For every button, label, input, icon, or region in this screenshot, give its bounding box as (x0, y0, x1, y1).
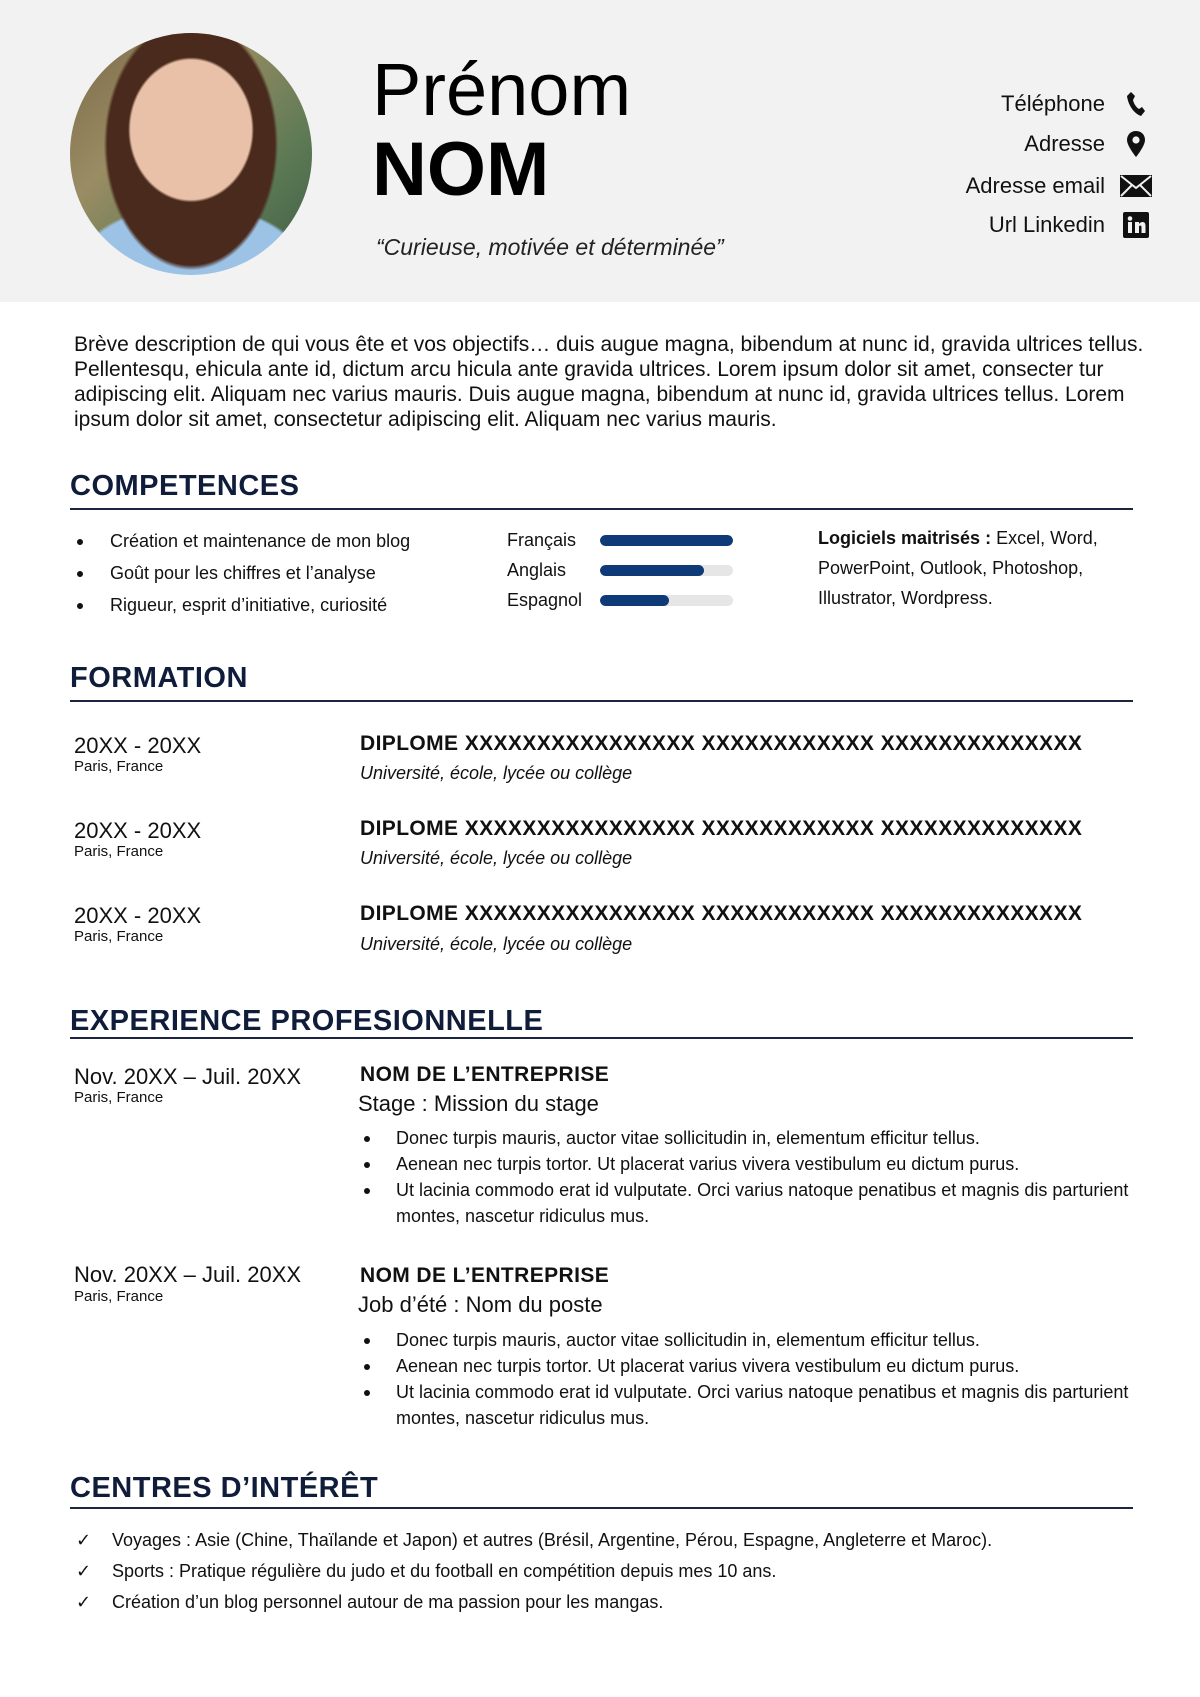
job-tasks (360, 1125, 1140, 1229)
section-title-formation: FORMATION (70, 662, 248, 694)
software-list: Excel, Word, PowerPoint, Outlook, Photoshop, Illustrator, Wordpress. (818, 528, 1098, 608)
software-skills (818, 523, 1148, 613)
section-divider (70, 700, 1133, 702)
skills-list (74, 525, 454, 621)
skill-item: Goût pour les chiffres et l’analyse (74, 557, 454, 589)
language-level-bar (600, 535, 733, 546)
language-level-track (600, 595, 733, 606)
language-row (507, 555, 747, 585)
company-name: NOM DE L’ENTREPRISE (360, 1264, 610, 1287)
checkmark-icon: ✓ (76, 1530, 92, 1550)
language-level-track (600, 565, 733, 576)
diploma-title: DIPLOME XXXXXXXXXXXXXXXX XXXXXXXXXXXX XXXXXXXXXXXXXX (360, 902, 1083, 925)
language-level-bar (600, 595, 669, 606)
section-title-experience: EXPERIENCE PROFESIONNELLE (70, 1005, 544, 1037)
checkmark-icon: ✓ (76, 1592, 92, 1612)
job-place: Paris, France (74, 1288, 164, 1305)
language-level-bar (600, 565, 704, 576)
checkmark-icon: ✓ (76, 1561, 92, 1581)
map-pin-icon (1119, 129, 1153, 159)
job-tasks (360, 1327, 1140, 1431)
section-title-competences: COMPETENCES (70, 470, 300, 502)
interest-item (76, 1556, 1156, 1587)
interest-text: Sports : Pratique régulière du judo et du football en compétition depuis mes 10 ans. (112, 1561, 777, 1581)
section-divider (70, 1037, 1133, 1039)
section-divider (70, 508, 1133, 510)
education-place: Paris, France (74, 843, 164, 860)
skill-item: Création et maintenance de mon blog (74, 525, 454, 557)
diploma-title: DIPLOME XXXXXXXXXXXXXXXX XXXXXXXXXXXX XXXXXXXXXXXXXX (360, 817, 1083, 840)
interest-item (76, 1587, 1156, 1618)
school-name: Université, école, lycée ou collège (360, 848, 633, 868)
language-name: Espagnol (507, 589, 583, 610)
profile-summary: Brève description de qui vous ête et vos objectifs… duis augue magna, bibendum at nunc id, gravida ultrices tellus. Pellentesqu, ehicula ante id, dictum arcu hicula ante gravida ultrices. Lorem ipsum dolor sit amet, consecter tur adipiscing elit. Aliquam nec varius mauris. Duis augue magna, bibendum at nunc id, gravida ultrices tellus. Lorem ipsum dolor sit amet, consectetur adipiscing elit. Aliquam nec varius mauris. (74, 333, 1144, 431)
language-row (507, 585, 747, 615)
contact-email (773, 170, 1153, 202)
contact-linkedin (773, 209, 1153, 241)
job-dates: Nov. 20XX – Juil. 20XX (74, 1262, 302, 1287)
language-name: Anglais (507, 559, 567, 580)
education-dates: 20XX - 20XX (74, 903, 202, 928)
section-title-interests: CENTRES D’INTÉRÊT (70, 1472, 379, 1504)
language-row (507, 525, 747, 555)
job-place: Paris, France (74, 1089, 164, 1106)
interest-text: Création d’un blog personnel autour de ma passion pour les mangas. (112, 1592, 664, 1612)
diploma-title: DIPLOME XXXXXXXXXXXXXXXX XXXXXXXXXXXX XXXXXXXXXXXXXX (360, 732, 1083, 755)
envelope-icon (1119, 171, 1153, 201)
education-dates: 20XX - 20XX (74, 818, 202, 843)
interest-text: Voyages : Asie (Chine, Thaïlande et Japon) et autres (Brésil, Argentine, Pérou, Espagne, Angleterre et Maroc). (112, 1530, 993, 1550)
task-item: Ut lacinia commodo erat id vulputate. Orci varius natoque penatibus et magnis dis parturient montes, nascetur ridiculus mus. (360, 1379, 1140, 1431)
section-divider (70, 1507, 1133, 1509)
last-name: NOM (372, 127, 550, 212)
language-level-track (600, 535, 733, 546)
job-role: Stage : Mission du stage (358, 1091, 599, 1116)
task-item: Donec turpis mauris, auctor vitae sollicitudin in, elementum efficitur tellus. (360, 1125, 1140, 1151)
software-label: Logiciels maitrisés : (818, 528, 992, 548)
education-place: Paris, France (74, 758, 164, 775)
education-dates: 20XX - 20XX (74, 733, 202, 758)
interest-item (76, 1525, 1156, 1556)
contact-label: Adresse email (965, 173, 1105, 198)
contact-label: Url Linkedin (988, 212, 1105, 237)
contact-label: Téléphone (1001, 91, 1105, 116)
contact-label: Adresse (1024, 131, 1105, 156)
skill-item: Rigueur, esprit d’initiative, curiosité (74, 589, 454, 621)
company-name: NOM DE L’ENTREPRISE (360, 1063, 610, 1086)
task-item: Ut lacinia commodo erat id vulputate. Orci varius natoque penatibus et magnis dis parturient montes, nascetur ridiculus mus. (360, 1177, 1140, 1229)
task-item: Donec turpis mauris, auctor vitae sollicitudin in, elementum efficitur tellus. (360, 1327, 1140, 1353)
language-name: Français (507, 529, 577, 550)
job-dates: Nov. 20XX – Juil. 20XX (74, 1064, 302, 1089)
school-name: Université, école, lycée ou collège (360, 934, 633, 954)
linkedin-icon (1119, 210, 1153, 240)
school-name: Université, école, lycée ou collège (360, 763, 633, 783)
contact-address (773, 128, 1153, 160)
job-role: Job d’été : Nom du poste (358, 1292, 603, 1317)
contact-phone (773, 88, 1153, 120)
tagline: “Curieuse, motivée et déterminée” (376, 234, 724, 260)
interests-list (76, 1525, 1156, 1618)
profile-photo (70, 33, 312, 275)
education-place: Paris, France (74, 928, 164, 945)
phone-icon (1119, 89, 1153, 119)
task-item: Aenean nec turpis tortor. Ut placerat varius vivera vestibulum eu dictum purus. (360, 1353, 1140, 1379)
language-levels (507, 525, 747, 615)
first-name: Prénom (372, 48, 632, 131)
task-item: Aenean nec turpis tortor. Ut placerat varius vivera vestibulum eu dictum purus. (360, 1151, 1140, 1177)
